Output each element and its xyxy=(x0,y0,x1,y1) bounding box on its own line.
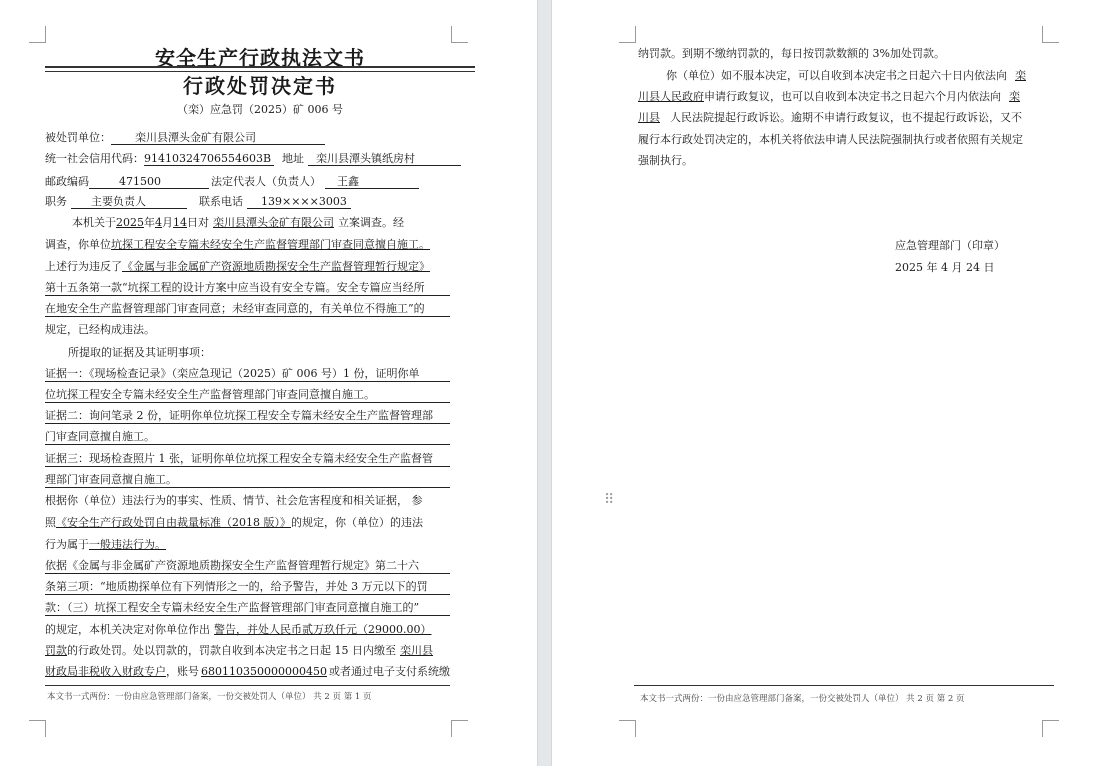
basis-line: 照《安全生产行政处罚自由裁量标准（2018 版）》的规定，你（单位）的违法 xyxy=(45,516,423,529)
evidence-3: 理部门审查同意擅自施工。 xyxy=(45,473,450,488)
footer-rule xyxy=(634,685,1054,686)
postcode-row: 邮政编码 471500 法定代表人（负责人） 王鑫 xyxy=(45,175,419,189)
document-title: 行政处罚决定书 xyxy=(183,74,337,98)
document-page-1 xyxy=(0,0,537,766)
crop-mark xyxy=(29,26,46,43)
credit-code: 91410324706554603B xyxy=(144,152,274,166)
evidence-1: 位坑探工程安全专篇未经安全生产监督管理部门审查同意擅自施工。 xyxy=(45,388,450,403)
postcode: 471500 xyxy=(89,175,209,189)
phone: 139××××3003 xyxy=(247,195,351,209)
legal-representative: 王鑫 xyxy=(325,175,419,189)
position-row: 职务 主要负责人 联系电话 139××××3003 xyxy=(45,195,351,209)
page-gutter xyxy=(537,0,552,766)
evidence-1: 证据一：《现场检查记录》（栾应急现记（2025）矿 006 号）1 份，证明你单 xyxy=(45,367,450,382)
issuer-signature: 应急管理部门（印章） xyxy=(895,239,1005,252)
document-header-title: 安全生产行政执法文书 xyxy=(155,46,365,70)
paragraph-line: 上述行为违反了《金属与非金属矿产资源地质勘探安全生产监督管理暂行规定》 xyxy=(45,260,430,273)
paragraph-line: 第十五条第一款“坑探工程的设计方案中应当设有安全专篇。安全专篇应当经所 xyxy=(45,281,450,296)
paragraph-line: 履行本行政处罚决定的，本机关将依法申请人民法院强制执行或者依照有关规定 xyxy=(638,133,1023,146)
crop-mark xyxy=(451,720,468,737)
drag-handle-icon[interactable]: ⠿ xyxy=(604,492,615,508)
legal-basis-line: 款：（三）坑探工程安全专篇未经安全生产监督管理部门审查同意擅自施工的” xyxy=(45,601,450,616)
punished-unit-row: 被处罚单位： 栾川县潭头金矿有限公司 xyxy=(45,131,325,145)
paragraph-line: 川县 人民法院提起行政诉讼。逾期不申请行政复议，也不提起行政诉讼，又不 xyxy=(638,111,1022,124)
basis-line: 根据你（单位）违法行为的事实、性质、情节、社会危害程度和相关证据， 参 xyxy=(45,494,423,507)
position: 主要负责人 xyxy=(71,195,187,209)
evidence-2: 证据二：询问笔录 2 份，证明你单位坑探工程安全专篇未经安全生产监督管理部 xyxy=(45,409,450,424)
paragraph-line: 纳罚款。到期不缴纳罚款的，每日按罚款数额的 3%加处罚款。 xyxy=(638,47,945,60)
penalty-line: 财政局非税收入财政专户，账号 680110350000000450 或者通过电子支付系统缴 xyxy=(45,665,450,678)
crop-mark xyxy=(29,720,46,737)
evidence-intro: 所提取的证据及其证明事项： xyxy=(68,346,211,359)
address: 栾川县潭头镇纸房村 xyxy=(308,152,461,166)
paragraph-line: 川县人民政府申请行政复议，也可以自收到本决定书之日起六个月内依法向 栾 xyxy=(638,90,1020,103)
issue-date: 2025 年 4 月 24 日 xyxy=(895,261,995,274)
page-footer: 本文书一式两份：一份由应急管理部门备案，一份交被处罚人（单位） 共 2 页 第 2 页 xyxy=(640,694,965,704)
legal-basis-line: 依据《金属与非金属矿产资源地质勘探安全生产监督管理暂行规定》第二十六 xyxy=(45,559,450,574)
credit-code-row: 统一社会信用代码：91410324706554603B 地址 栾川县潭头镇纸房村 xyxy=(45,152,461,166)
crop-mark xyxy=(1042,26,1059,43)
document-number: （栾）应急罚（2025）矿 006 号 xyxy=(177,103,343,116)
basis-line: 行为属于一般违法行为。 xyxy=(45,538,166,551)
paragraph-line: 你（单位）如不服本决定，可以自收到本决定书之日起六十日内依法向 栾 xyxy=(666,69,1026,82)
penalty-line: 罚款的行政处罚。处以罚款的，罚款自收到本决定书之日起 15 日内缴至 栾川县 xyxy=(45,644,433,657)
paragraph-line: 本机关于2025年4月14日对 栾川县潭头金矿有限公司 立案调查。经 xyxy=(72,216,404,229)
paragraph-line: 在地安全生产监督管理部门审查同意；未经审查同意的，有关单位不得施工”的 xyxy=(45,302,450,317)
crop-mark xyxy=(451,26,468,43)
crop-mark xyxy=(619,26,636,43)
evidence-2: 门审查同意擅自施工。 xyxy=(45,430,450,445)
crop-mark xyxy=(1042,720,1059,737)
penalty-line: 的规定，本机关决定对你单位作出 警告，并处人民币贰万玖仟元（29000.00） xyxy=(45,623,432,636)
legal-basis-line: 条第三项：“地质勘探单位有下列情形之一的，给予警告，并处 3 万元以下的罚 xyxy=(45,580,450,595)
crop-mark xyxy=(619,720,636,737)
footer-rule xyxy=(45,685,450,686)
paragraph-line: 强制执行。 xyxy=(638,154,693,167)
paragraph-line: 调查，你单位坑探工程安全专篇未经安全生产监督管理部门审查同意擅自施工。 xyxy=(45,238,430,251)
paragraph-line: 规定，已经构成违法。 xyxy=(45,323,155,336)
page-footer: 本文书一式两份：一份由应急管理部门备案，一份交被处罚人（单位） 共 2 页 第 1 页 xyxy=(47,692,372,702)
evidence-3: 证据三：现场检查照片 1 张，证明你单位坑探工程安全专篇未经安全生产监督管 xyxy=(45,452,450,467)
punished-unit: 栾川县潭头金矿有限公司 xyxy=(111,131,325,145)
document-page-2 xyxy=(552,0,1093,766)
